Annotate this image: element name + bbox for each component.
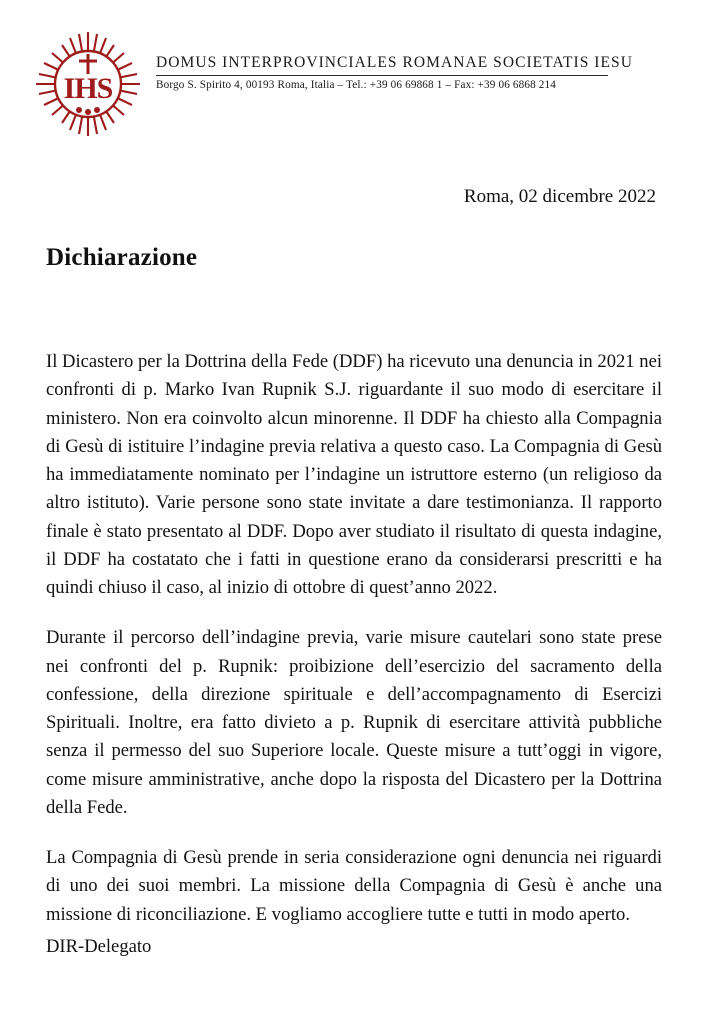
body-paragraph: La Compagnia di Gesù prende in seria considerazione ogni denuncia nei riguardi di uno dei suoi membri. La missione della Compagnia di Gesù è anche una missione di riconciliazione. E vogliamo accogliere tutte e tutti in modo aperto. — [46, 847, 662, 925]
letterhead — [0, 0, 718, 138]
document-body — [0, 272, 718, 929]
organization-name: DOMUS INTERPROVINCIALES ROMANAE SOCIETATIS IESU — [156, 54, 633, 71]
logo-container — [28, 26, 148, 138]
letterhead-divider — [156, 75, 608, 76]
letterhead-text — [148, 26, 678, 91]
body-paragraph: Il Dicastero per la Dottrina della Fede (DDF) ha ricevuto una denuncia in 2021 nei confronti di p. Marko Ivan Rupnik S.J. riguardante il suo modo di esercitare il ministero. Non era coinvolto alcun minorenne. Il DDF ha chiesto alla Compagnia di Gesù di istituire l’indagine previa relativa a questo caso. La Compagnia di Gesù ha immediatamente nominato per l’indagine un istruttore esterno (un religioso da altro istituto). Varie persone sono state invitate a dare testimonianza. Il rapporto finale è stato presentato al DDF. Dopo aver studiato il risultato di questa indagine, il DDF ha costatato che i fatti in questione erano da considerarsi prescritti e ha quindi chiuso il caso, al inizio di ottobre di quest’anno 2022. — [46, 351, 662, 598]
body-paragraph: Durante il percorso dell’indagine previa, varie misure cautelari sono state prese nei confronti del p. Rupnik: proibizione dell’esercizio del sacramento della confessione, della direzione spirituale e dell’accompagnamento di Esercizi Spirituali. Inoltre, era fatto divieto a p. Rupnik di esercitare attività pubbliche senza il permesso del suo Superiore locale. Queste misure a tutt’oggi in vigore, come misure amministrative, anche dopo la risposta del Dicastero per la Dottrina della Fede. — [46, 627, 662, 818]
organization-address: Borgo S. Spirito 4, 00193 Roma, Italia – Tel.: +39 06 69868 1 – Fax: +39 06 6868 214 — [156, 79, 557, 91]
signature-line: DIR-Delegato — [46, 935, 152, 957]
ihs-jesuit-seal-icon — [34, 30, 142, 138]
page-title: Dichiarazione — [46, 244, 198, 271]
svg-text:IHS: IHS — [63, 72, 113, 105]
document-date: Roma, 02 dicembre 2022 — [463, 186, 656, 207]
